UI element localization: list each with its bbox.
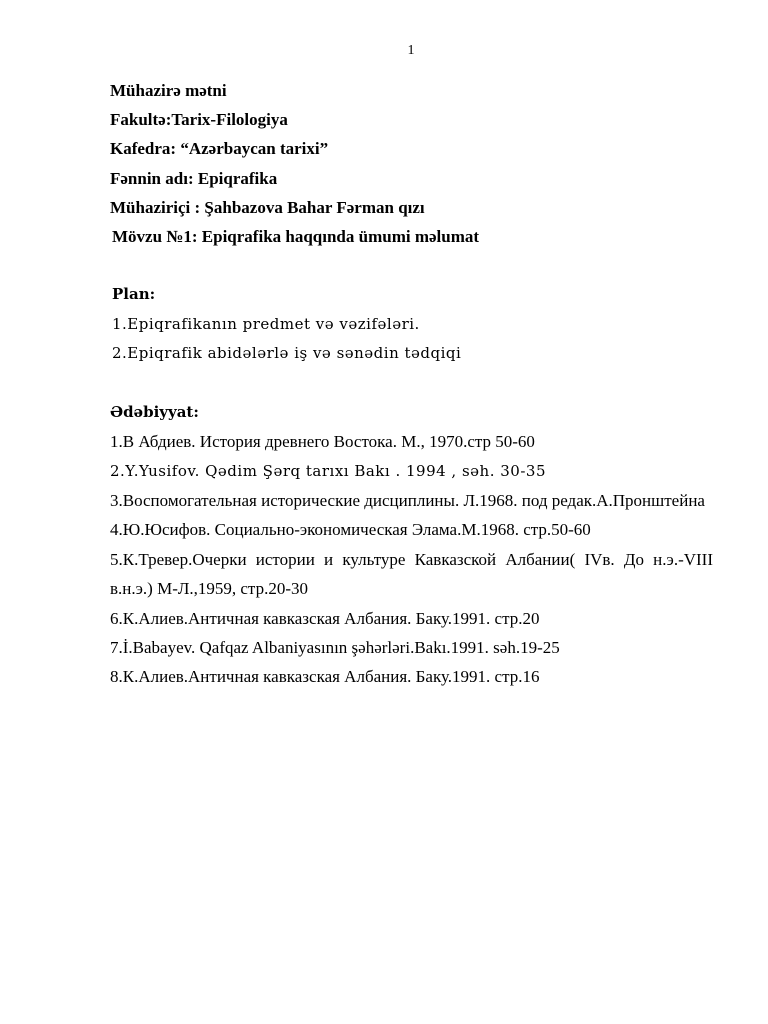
plan-heading: Plan: — [112, 285, 156, 304]
reference-item: 4.Ю.Юсифов. Социально-экономическая Элама.М.1968. стр.50-60 — [110, 520, 591, 540]
document-title: Mühazirə mətni — [110, 81, 227, 100]
subject-line: Fənnin adı: Epiqrafika — [110, 168, 278, 188]
reference-item: 7.İ.Babayev. Qafqaz Albaniyasının şəhərləri.Bakı.1991. səh.19-25 — [110, 637, 560, 657]
reference-item: 2.Y.Yusifov. Qədim Şərq tarıxı Bakı . 1994 , səh. 30-35 — [110, 461, 546, 480]
reference-item: 8.К.Алиев.Античная кавказская Албания. Баку.1991. стр.16 — [110, 667, 540, 687]
reference-item: 5.К.Тревер.Очерки истории и культуре Кавказской Албании( IVв. До н.э.-VIII в.н.э.) М-Л.,1959, стр.20-30 — [110, 549, 713, 599]
reference-item: 6.К.Алиев.Античная кавказская Албания. Баку.1991. стр.20 — [110, 608, 540, 628]
plan-item: 1.Epiqrafikanın predmet və vəzifələri. — [112, 314, 420, 333]
plan-item: 2.Epiqrafik abidələrlə iş və sənədin tədqiqi — [112, 343, 462, 362]
faculty-line: Fakultə:Tarix-Filologiya — [110, 110, 288, 130]
topic-line: Mövzu №1: Epiqrafika haqqında ümumi məlumat — [112, 227, 480, 247]
department-line: Kafedra: “Azərbaycan tarixi” — [110, 139, 329, 159]
page-number: 1 — [407, 43, 415, 58]
references-heading: Ədəbiyyat: — [110, 402, 199, 421]
document-body — [110, 76, 713, 692]
reference-item: 3.Воспомогательная исторические дисциплины. Л.1968. под редак.А.Пронштейна — [110, 490, 705, 510]
lecturer-line: Mühaziriçi : Şahbazova Bahar Fərman qızı — [110, 197, 425, 217]
reference-item: 1.В Абдиев. История древнего Востока. М., 1970.стр 50-60 — [110, 432, 535, 452]
